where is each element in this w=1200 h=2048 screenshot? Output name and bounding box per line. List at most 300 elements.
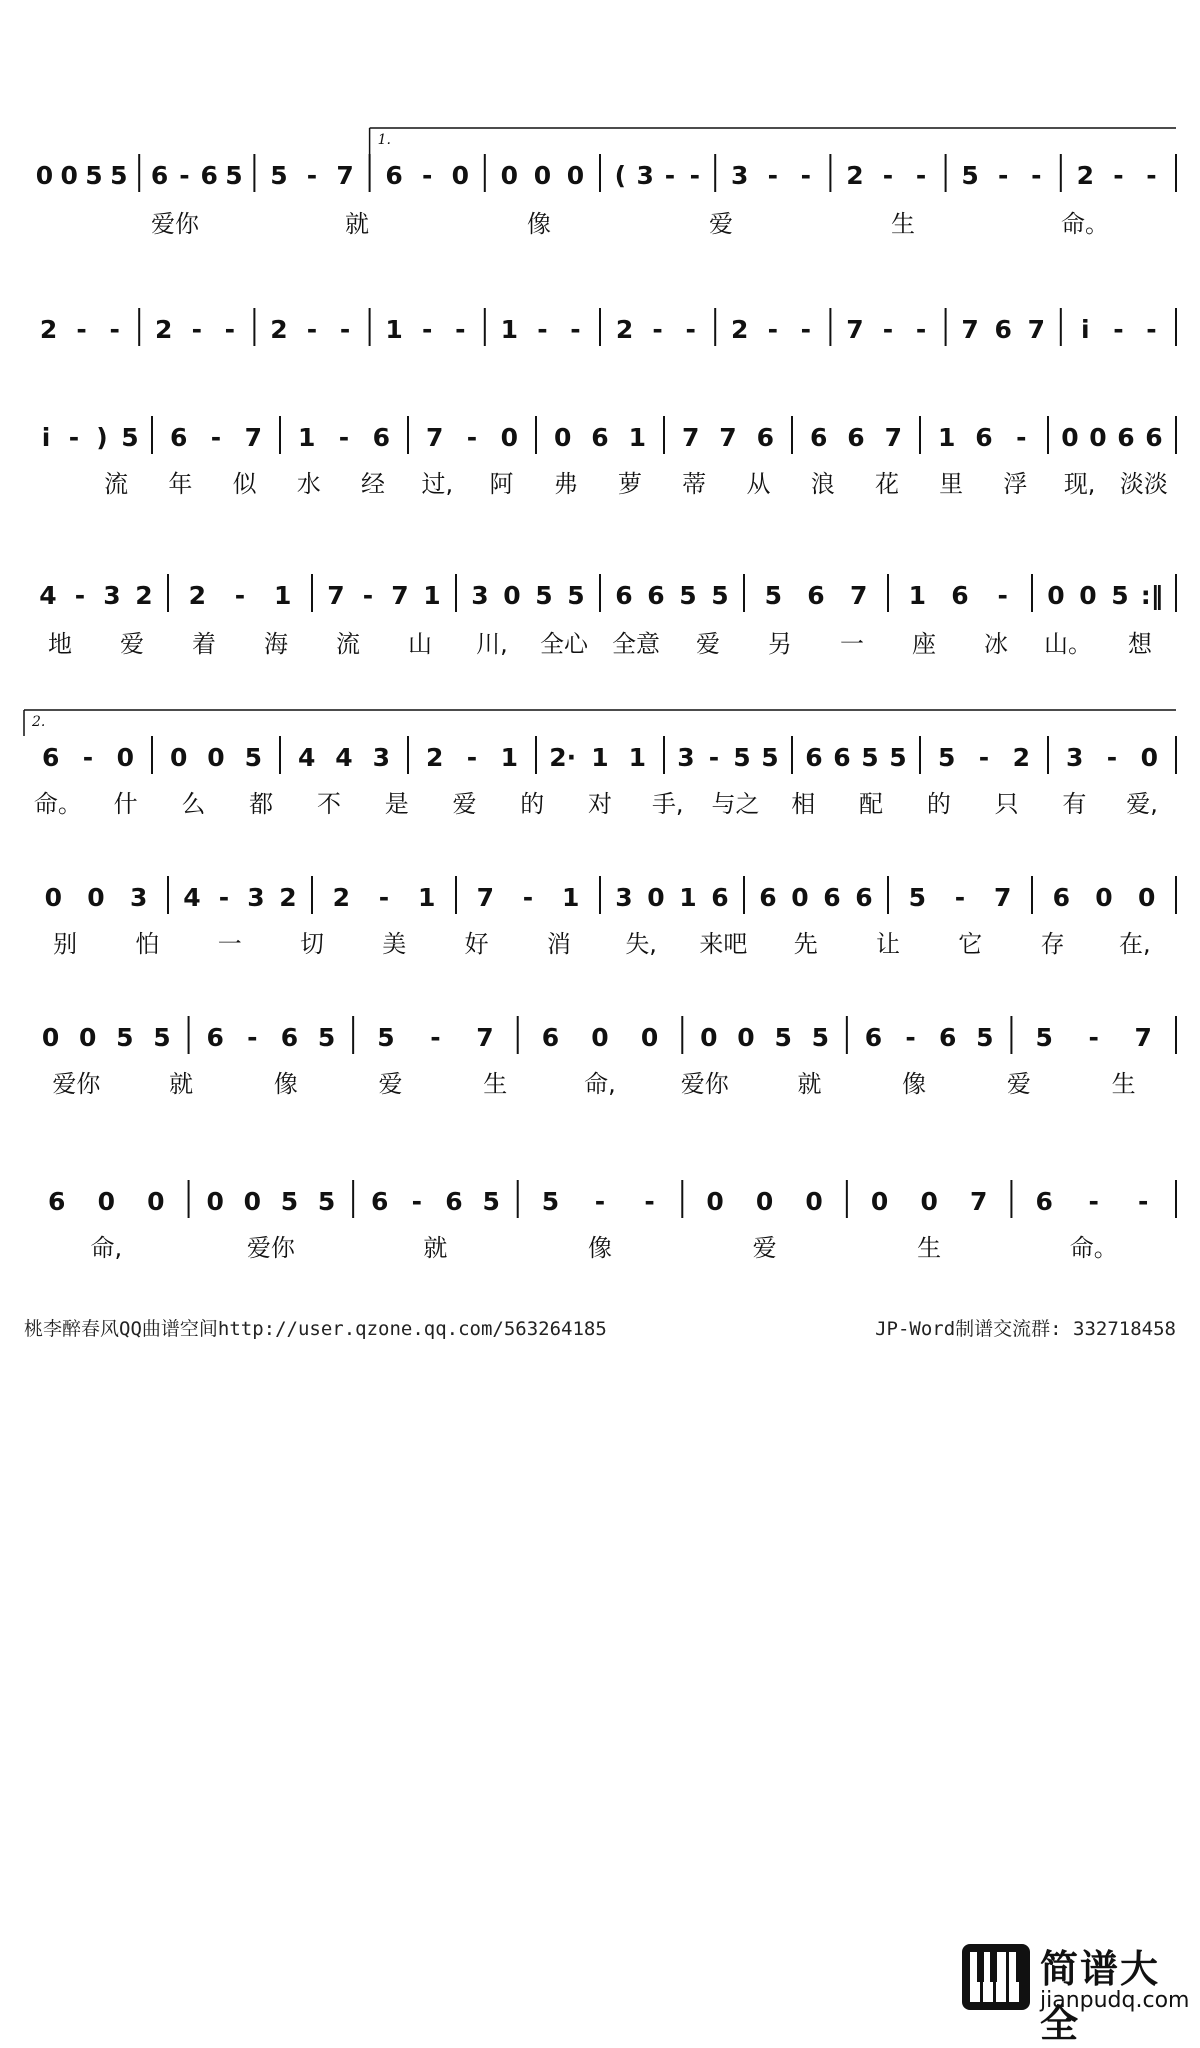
note-symbol: 6 [280,1023,299,1052]
note-symbol: 6 [756,423,775,452]
note-symbol: 0 [706,1187,724,1216]
note-symbol: 2 [270,315,288,344]
note-symbol: 0 [805,1187,823,1216]
note-symbol: 0 [500,161,519,190]
note-symbol: - [362,581,374,610]
note-symbol: - [997,581,1008,610]
lyric-syllable: 命。 [1069,1234,1118,1262]
note-symbol: 6 [975,423,993,452]
note-symbol: 6 [939,1023,957,1052]
lyric-syllable: 好 [464,930,489,958]
lyric-syllable: 生 [891,210,915,238]
note-symbol: 6 [206,1023,224,1052]
note-symbol: 0 [44,883,63,912]
lyric-syllable: 爱你 [680,1070,729,1098]
note-symbol: 3 [129,883,148,912]
note-symbol: 6 [951,581,969,610]
note-symbol: - [1138,1187,1149,1216]
note-symbol: 7 [884,423,903,452]
note-symbol: 0 [503,581,521,610]
note-symbol: 0 [533,161,552,190]
note-symbol: - [234,581,246,610]
volta-label: 2. [32,714,46,730]
lyric-syllable: 像 [273,1070,298,1098]
note-symbol: 5 [711,581,729,610]
lyric-syllable: 像 [588,1234,612,1262]
note-symbol: - [1106,743,1118,772]
note-symbol: - [411,1187,423,1216]
note-symbol: - [109,315,120,344]
lyric-syllable: 就 [797,1070,822,1098]
lyric-syllable: 存 [1040,930,1065,958]
note-symbol: ) [96,423,108,452]
note-symbol: 7 [681,423,700,452]
note-symbol: - [1088,1187,1099,1216]
lyric-syllable: 命。 [1061,210,1109,238]
lyric-syllable: 座 [912,630,936,658]
note-symbol: 5 [377,1023,395,1052]
note-symbol: 5 [153,1023,171,1052]
note-symbol: 2 [279,883,297,912]
note-symbol: 1 [591,743,609,772]
lyric-syllable: 命, [90,1234,123,1262]
watermark-title: 简谱大全 [1040,1947,1161,2046]
note-symbol: - [882,161,894,190]
lyric-syllable: 像 [902,1070,927,1098]
note-symbol: 1 [628,743,647,772]
note-symbol: 6 [647,581,665,610]
lyric-syllable: 水 [296,470,321,498]
note-symbol: - [430,1023,441,1052]
lyric-syllable: 像 [527,210,551,238]
note-symbol: 6 [169,423,188,452]
note-symbol: 5 [679,581,697,610]
note-symbol: 4 [297,743,316,772]
note-symbol: 5 [110,161,128,190]
lyric-syllable: 阿 [489,470,514,498]
note-symbol: 6 [615,581,633,610]
lyric-syllable: 现, [1063,470,1096,498]
note-symbol: 5 [961,161,979,190]
lyric-syllable: 就 [345,210,369,238]
note-symbol: 6 [711,883,729,912]
note-symbol: 5 [270,161,288,190]
lyric-syllable: 爱 [752,1234,777,1262]
note-symbol: 5 [764,581,783,610]
note-symbol: - [685,315,696,344]
note-symbol: 0 [206,1187,224,1216]
note-symbol: - [1146,161,1157,190]
note-symbol: 0 [755,1187,774,1216]
piano-keys-icon [960,1942,1032,2012]
note-symbol: 7 [327,581,345,610]
lyric-syllable: 先 [793,930,818,958]
lyric-syllable: 爱你 [52,1070,101,1098]
lyric-syllable: 就 [423,1234,448,1262]
note-symbol: - [1016,423,1027,452]
site-watermark [960,1938,1190,2046]
lyric-syllable: 地 [48,630,72,658]
note-symbol: 4 [39,581,57,610]
lyric-syllable: 流 [336,630,360,658]
note-symbol: 7 [969,1187,988,1216]
note-symbol: 5 [85,161,103,190]
lyric-syllable: 的 [926,790,951,818]
note-symbol: 0 [169,743,188,772]
note-symbol: - [594,1187,606,1216]
note-symbol: 2 [615,315,634,344]
note-symbol: 7 [425,423,444,452]
lyric-syllable: 在, [1119,930,1151,958]
note-symbol: - [422,315,433,344]
note-symbol: 5 [774,1023,792,1052]
note-symbol: 0 [87,883,105,912]
note-symbol: 5 [482,1187,500,1216]
lyric-syllable: 对 [588,790,612,818]
lyric-syllable: 爱你 [151,210,199,238]
note-symbol: - [339,315,351,344]
note-symbol: - [915,161,927,190]
note-symbol: - [978,743,990,772]
note-symbol: 1 [628,423,647,452]
note-symbol: 5 [317,1187,336,1216]
note-symbol: 3 [636,161,654,190]
note-symbol: - [247,1023,258,1052]
lyric-syllable: 手, [651,790,684,818]
note-symbol: - [1113,161,1124,190]
lyric-syllable: 爱 [709,210,733,238]
note-symbol: 5 [244,743,263,772]
lyric-syllable: 从 [746,470,771,498]
note-symbol: 6 [372,423,391,452]
note-symbol: 6 [823,883,841,912]
lyric-syllable: 冰 [984,630,1008,658]
lyric-syllable: 让 [876,930,900,958]
note-symbol: 5 [280,1187,299,1216]
lyric-syllable: 与之 [711,790,760,818]
note-symbol: ( [614,161,627,190]
lyric-syllable: 全意 [612,630,660,658]
note-symbol: 0 [60,161,78,190]
note-symbol: 0 [1047,581,1065,610]
note-symbol: - [68,423,80,452]
lyric-syllable: 切 [300,930,324,958]
note-symbol: - [708,743,720,772]
note-symbol: - [767,315,778,344]
note-symbol: 0 [1079,581,1097,610]
note-symbol: 2 [135,581,153,610]
note-symbol: 6 [847,423,865,452]
note-symbol: - [652,315,663,344]
note-symbol: 2 [332,883,351,912]
lyric-syllable: 它 [958,930,983,958]
note-symbol: 7 [1027,315,1045,344]
note-symbol: 4 [183,883,201,912]
note-symbol: - [537,315,548,344]
note-symbol: 6 [541,1023,560,1052]
note-symbol: 6 [759,883,777,912]
note-symbol: 5 [761,743,779,772]
note-symbol: - [800,315,812,344]
note-symbol: 6 [864,1023,883,1052]
lyric-syllable: 着 [192,630,216,658]
lyric-syllable: 失, [625,930,657,958]
note-symbol: 0 [640,1023,659,1052]
lyric-syllable: 是 [384,790,409,818]
footer-credit-left: 桃李醉春风QQ曲谱空间http://user.qzone.qq.com/563264185 [24,1318,607,1340]
note-symbol: 3 [1065,743,1084,772]
note-symbol: 5 [121,423,139,452]
note-symbol: 1 [937,423,956,452]
note-symbol: 5 [1111,581,1129,610]
lyric-syllable: 么 [181,790,206,818]
note-symbol: 0 [147,1187,165,1216]
note-symbol: 1 [908,581,927,610]
lyric-syllable: 海 [264,630,288,658]
note-symbol: 0 [35,161,54,190]
note-symbol: 6 [809,423,828,452]
lyric-syllable: 不 [316,790,341,818]
note-symbol: 7 [244,423,263,452]
note-symbol: 6 [591,423,609,452]
note-symbol: 0 [1095,883,1113,912]
note-symbol: 1 [297,423,316,452]
note-symbol: 4 [335,743,353,772]
note-symbol: - [522,883,534,912]
lyric-syllable: 有 [1062,790,1087,818]
note-symbol: - [306,315,318,344]
note-symbol: - [915,315,927,344]
note-symbol: 0 [41,1023,60,1052]
lyric-syllable: 消 [546,930,571,958]
note-symbol: 2· [549,743,577,772]
footer-credit-right: JP-Word制谱交流群: 332718458 [875,1318,1176,1340]
lyric-syllable: 爱 [696,630,720,658]
note-symbol: 7 [719,423,737,452]
note-symbol: - [422,161,433,190]
lyric-syllable: 就 [169,1070,194,1098]
lyric-syllable: 年 [168,470,193,498]
lyric-syllable: 相 [791,790,816,818]
volta-label: 1. [377,132,391,148]
lyric-syllable: 只 [994,790,1019,818]
note-symbol: 6 [807,581,825,610]
note-symbol: - [210,423,222,452]
note-symbol: 6 [200,161,218,190]
note-symbol: 7 [336,161,354,190]
note-symbol: 1 [423,581,441,610]
note-symbol: 1 [273,581,292,610]
note-symbol: - [466,423,478,452]
lyric-syllable: 来吧 [699,930,748,958]
note-symbol: 0 [1137,883,1156,912]
lyric-syllable: 弗 [553,470,578,498]
note-symbol: - [954,883,966,912]
note-symbol: 2 [39,315,58,344]
note-symbol: 7 [961,315,979,344]
note-symbol: 2 [1012,743,1031,772]
note-symbol: 3 [372,743,391,772]
note-symbol: 6 [833,743,851,772]
lyric-syllable: 生 [917,1234,942,1262]
note-symbol: 5 [889,743,907,772]
note-symbol: 0 [1089,423,1107,452]
note-symbol: 5 [567,581,585,610]
lyric-syllable: 生 [1111,1070,1136,1098]
note-symbol: - [644,1187,655,1216]
note-symbol: 2 [188,581,207,610]
note-symbol: 7 [849,581,868,610]
watermark-url: jianpudq.com [1040,1988,1190,2013]
note-symbol: 1 [417,883,436,912]
lyric-syllable: 爱 [1006,1070,1031,1098]
lyric-syllable: 蒂 [682,470,707,498]
note-symbol: 5 [937,743,956,772]
lyric-syllable: 爱, [1126,790,1158,818]
note-symbol: - [306,161,318,190]
note-symbol: 0 [791,883,809,912]
lyric-syllable: 爱 [378,1070,403,1098]
lyric-syllable: 都 [249,790,274,818]
note-symbol: - [570,315,581,344]
note-symbol: - [74,581,86,610]
note-symbol: 0 [591,1023,609,1052]
note-symbol: 5 [225,161,243,190]
note-symbol: - [218,883,230,912]
note-symbol: 3 [103,581,121,610]
note-symbol: 3 [247,883,265,912]
note-symbol: 6 [1052,883,1071,912]
lyric-syllable: 别 [53,930,78,958]
note-symbol: - [664,161,676,190]
lyric-syllable: 一 [217,930,242,958]
note-symbol: 0 [870,1187,889,1216]
note-symbol: 2 [155,315,173,344]
note-symbol: 2 [425,743,444,772]
lyric-syllable: 淡淡 [1119,470,1168,498]
note-symbol: 7 [476,883,495,912]
note-symbol: 5 [535,581,553,610]
lyric-syllable: 过, [421,470,454,498]
note-symbol: - [191,315,202,344]
note-symbol: 2 [731,315,749,344]
note-symbol: i [1081,315,1090,344]
lyric-syllable: 萝 [618,470,642,498]
lyric-syllable: 美 [382,930,407,958]
lyric-syllable: 里 [939,470,964,498]
note-symbol: 6 [48,1187,66,1216]
note-symbol: - [338,423,350,452]
note-symbol: 5 [317,1023,336,1052]
note-symbol: 2 [1076,161,1095,190]
lyric-syllable: 爱 [452,790,477,818]
note-symbol: 7 [846,315,864,344]
lyric-syllable: 想 [1128,630,1152,658]
note-symbol: - [689,161,700,190]
note-symbol: 6 [855,883,873,912]
lyric-syllable: 命。 [33,790,82,818]
lyric-syllable: 浮 [1003,470,1028,498]
note-symbol: 1 [385,315,403,344]
note-symbol: 0 [647,883,665,912]
lyric-syllable: 爱 [120,630,144,658]
lyric-syllable: 命, [584,1070,616,1098]
note-symbol: 1 [561,883,580,912]
note-symbol: - [82,743,94,772]
lyric-syllable: 配 [859,790,884,818]
note-symbol: 0 [243,1187,261,1216]
note-symbol: - [905,1023,916,1052]
note-symbol: 6 [445,1187,463,1216]
note-symbol: 7 [476,1023,494,1052]
note-symbol: 5 [733,743,751,772]
note-symbol: 6 [371,1187,389,1216]
note-symbol: 0 [1140,743,1159,772]
note-symbol: - [76,315,87,344]
lyric-syllable: 另 [768,630,792,658]
note-symbol: 0 [97,1187,115,1216]
note-symbol: 6 [1145,423,1163,452]
note-symbol: - [1031,161,1042,190]
note-symbol: 6 [41,743,60,772]
lyric-syllable: 爱你 [246,1234,295,1262]
note-symbol: 6 [805,743,823,772]
note-symbol: - [378,883,390,912]
note-symbol: 3 [615,883,633,912]
note-symbol: 0 [116,743,135,772]
note-symbol: 5 [976,1023,994,1052]
lyric-syllable: 山。 [1044,630,1092,658]
note-symbol: 0 [737,1023,755,1052]
note-symbol: 1 [679,883,697,912]
lyric-syllable: 花 [874,470,899,498]
note-symbol: - [466,743,478,772]
note-symbol: - [224,315,236,344]
lyric-syllable: 一 [840,630,864,658]
lyric-syllable: 山 [408,630,432,658]
lyric-syllable: 什 [113,790,138,818]
note-symbol: - [882,315,894,344]
note-symbol: 3 [677,743,695,772]
note-symbol: 3 [471,581,489,610]
note-symbol: - [1088,1023,1099,1052]
note-symbol: 6 [385,161,403,190]
note-symbol: 6 [150,161,169,190]
note-symbol: 0 [451,161,469,190]
note-symbol: - [179,161,190,190]
note-symbol: - [998,161,1009,190]
note-symbol: 5 [116,1023,134,1052]
note-symbol: :‖ [1140,581,1164,610]
note-symbol: 2 [846,161,864,190]
note-symbol: - [1146,315,1157,344]
lyric-syllable: 川, [476,630,508,658]
note-symbol: 0 [920,1187,938,1216]
note-symbol: 5 [861,743,879,772]
note-symbol: 6 [994,315,1012,344]
note-symbol: 5 [908,883,927,912]
note-symbol: 0 [553,423,572,452]
note-symbol: - [800,161,812,190]
lyric-syllable: 流 [104,470,129,498]
note-symbol: 5 [1035,1023,1053,1052]
note-symbol: 0 [566,161,585,190]
note-symbol: 7 [993,883,1012,912]
note-symbol: i [41,423,51,452]
note-symbol: 1 [500,315,519,344]
note-symbol: 0 [207,743,225,772]
note-symbol: 7 [1134,1023,1152,1052]
